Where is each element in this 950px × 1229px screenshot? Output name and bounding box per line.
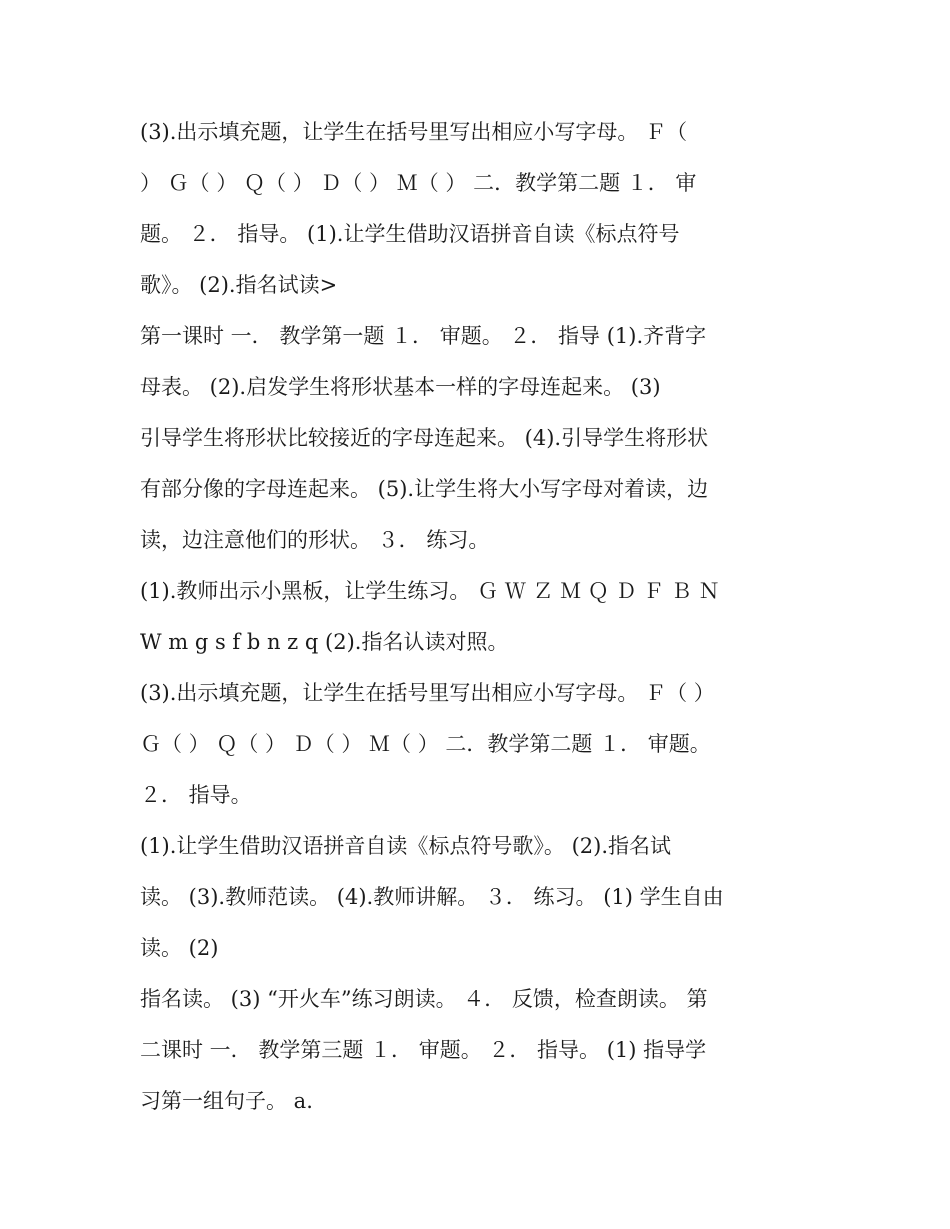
text-line-19: 二课时 一． 教学第三题 １． 审题。 ２． 指导。 (1) 指导学 <box>140 1038 707 1062</box>
text-line-11: W m g s f b n z q (2).指名认读对照。 <box>140 630 509 654</box>
text-line-12: (3).出示填充题，让学生在括号里写出相应小写字母。 Ｆ（ ） <box>140 681 715 705</box>
text-line-4: 歌》。 (2).指名试读> <box>140 273 338 297</box>
text-line-3: 题。 ２． 指导。 (1).让学生借助汉语拼音自读《标点符号 <box>140 222 680 246</box>
text-line-1: (3).出示填充题，让学生在括号里写出相应小写字母。 Ｆ（ <box>140 120 688 144</box>
text-line-17: 读。 (2) <box>140 936 219 960</box>
text-line-7: 引导学生将形状比较接近的字母连起来。 (4).引导学生将形状 <box>140 426 709 450</box>
text-line-18: 指名读。 (3) “开火车”练习朗读。 ４． 反馈，检查朗读。 第 <box>140 987 708 1011</box>
text-line-6: 母表。 (2).启发学生将形状基本一样的字母连起来。 (3) <box>140 375 661 399</box>
text-line-20: 习第一组句子。 a. <box>140 1089 313 1113</box>
text-line-2: ） Ｇ（ ） Ｑ（ ） Ｄ（ ） Ｍ（ ） 二．教学第二题 １． 审 <box>140 171 697 195</box>
text-line-8: 有部分像的字母连起来。 (5).让学生将大小写字母对着读，边 <box>140 477 709 501</box>
body-text <box>140 107 820 1127</box>
text-line-16: 读。 (3).教师范读。 (4).教师讲解。 ３． 练习。 (1) 学生自由 <box>140 885 724 909</box>
text-line-15: (1).让学生借助汉语拼音自读《标点符号歌》。 (2).指名试 <box>140 834 672 858</box>
text-line-14: ２． 指导。 <box>140 783 252 807</box>
text-line-5: 第一课时 一． 教学第一题 １． 审题。 ２． 指导 (1).齐背字 <box>140 324 707 348</box>
text-line-9: 读，边注意他们的形状。 ３． 练习。 <box>140 528 490 552</box>
text-line-13: Ｇ（ ） Ｑ（ ） Ｄ（ ） Ｍ（ ） 二．教学第二题 １． 审题。 <box>140 732 711 756</box>
text-line-10: (1).教师出示小黑板，让学生练习。 Ｇ Ｗ Ｚ Ｍ Ｑ Ｄ Ｆ Ｂ Ｎ <box>140 579 720 603</box>
